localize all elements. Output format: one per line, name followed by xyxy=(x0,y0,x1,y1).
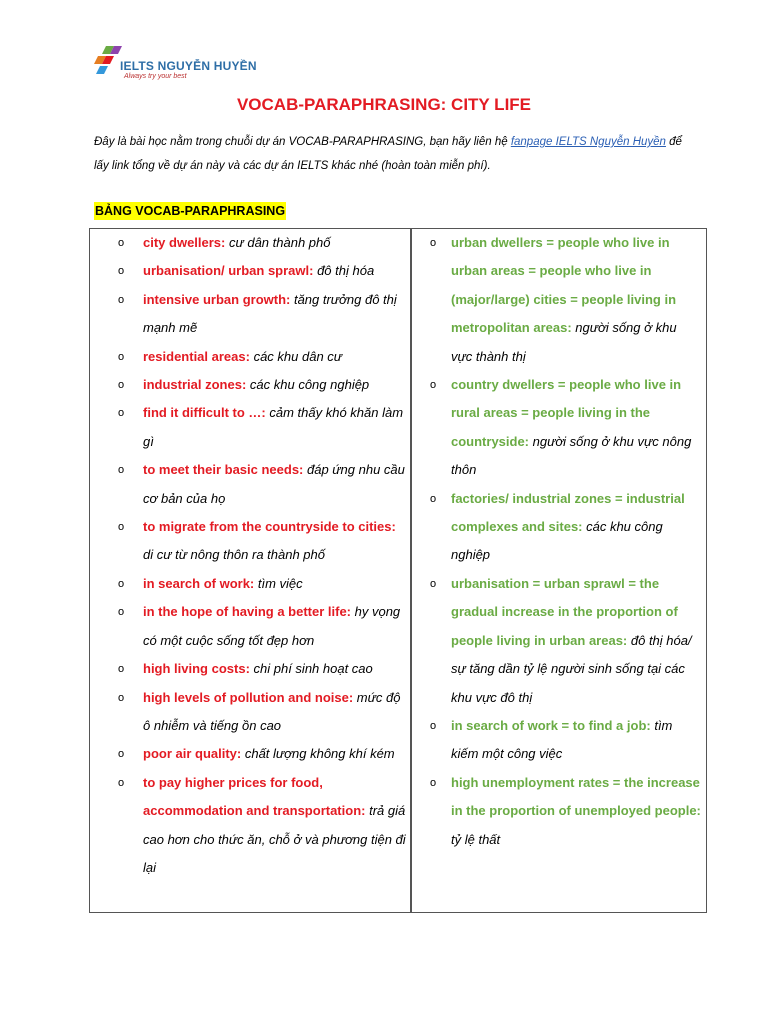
vocab-item xyxy=(90,684,410,741)
vocab-item xyxy=(413,570,707,712)
bullet-marker: o xyxy=(430,379,437,392)
vocab-meaning: đô thị hóa xyxy=(313,263,375,279)
vocab-term: in the hope of having a better life: xyxy=(143,604,352,620)
vocab-item xyxy=(90,769,410,883)
vocab-term: residential areas: xyxy=(143,348,250,364)
vocab-item xyxy=(90,513,410,570)
bullet-marker: o xyxy=(118,691,125,704)
vocab-meaning: tìm kiếm một công việc xyxy=(451,717,673,762)
vocab-table xyxy=(89,228,707,913)
vocab-term: country dwellers = people who live in rural areas = people living in the countryside: xyxy=(451,377,682,449)
bullet-marker: o xyxy=(118,521,125,534)
vocab-term: high living costs: xyxy=(143,661,250,677)
intro-paragraph xyxy=(94,130,694,178)
bullet-marker: o xyxy=(118,748,125,761)
section-heading: BẢNG VOCAB-PARAPHRASING xyxy=(95,204,286,218)
vocab-meaning: di cư từ nông thôn ra thành phố xyxy=(143,547,325,563)
intro-text-before: Đây là bài học nằm trong chuỗi dự án VOCAB-PARAPHRASING, bạn hãy liên hệ xyxy=(94,136,511,148)
vocab-term: high levels of pollution and noise: xyxy=(143,689,354,705)
column-divider xyxy=(410,229,412,912)
right-vocab-list xyxy=(413,229,707,854)
vocab-item xyxy=(90,343,410,371)
bullet-marker: o xyxy=(430,776,437,789)
vocab-item xyxy=(413,485,707,570)
vocab-term: industrial zones: xyxy=(143,377,247,393)
vocab-item xyxy=(90,740,410,768)
vocab-item xyxy=(413,712,707,769)
vocab-item xyxy=(90,570,410,598)
vocab-item xyxy=(90,598,410,655)
vocab-term: city dwellers: xyxy=(143,235,226,250)
vocab-item xyxy=(413,229,707,371)
vocab-meaning: chất lượng không khí kém xyxy=(241,746,395,762)
bullet-marker: o xyxy=(118,606,125,619)
left-column xyxy=(90,229,410,882)
vocab-term: urbanisation = urban sprawl = the gradual increase in the proportion of people living in urban areas: xyxy=(451,575,678,648)
bullet-marker: o xyxy=(118,265,125,278)
vocab-item xyxy=(90,456,410,513)
vocab-meaning: tìm việc xyxy=(254,575,303,591)
fanpage-link[interactable]: fanpage IELTS Nguyễn Huyền xyxy=(510,136,666,148)
vocab-meaning: người sống ở khu vực thành thị xyxy=(451,320,677,364)
vocab-item xyxy=(413,769,707,854)
vocab-item xyxy=(413,371,707,485)
vocab-meaning: tăng trưởng đô thị mạnh mẽ xyxy=(143,291,397,336)
vocab-meaning: chi phí sinh hoạt cao xyxy=(249,661,373,677)
bullet-marker: o xyxy=(118,577,125,590)
vocab-term: urbanisation/ urban sprawl: xyxy=(143,263,314,279)
bullet-marker: o xyxy=(430,237,437,249)
logo-brand-text: IELTS NGUYỄN HUYỀN xyxy=(120,59,257,73)
page-title: VOCAB-PARAPHRASING: CITY LIFE xyxy=(236,95,532,114)
vocab-term: to pay higher prices for food, accommodation and transportation: xyxy=(143,774,366,819)
bullet-marker: o xyxy=(118,350,125,363)
vocab-item xyxy=(90,257,410,285)
vocab-meaning: các khu công nghiệp xyxy=(451,519,663,563)
vocab-term: intensive urban growth: xyxy=(143,291,291,307)
vocab-term: high unemployment rates = the increase in the proportion of unemployed people: xyxy=(451,774,701,819)
bullet-marker: o xyxy=(118,293,125,306)
vocab-item xyxy=(90,229,410,257)
vocab-meaning: các khu công nghiệp xyxy=(246,377,370,393)
bullet-marker: o xyxy=(118,379,125,392)
brand-logo xyxy=(94,44,257,84)
right-column xyxy=(413,229,707,854)
logo-slogan: Always try your best xyxy=(124,73,187,80)
vocab-term: find it difficult to …: xyxy=(143,405,266,421)
vocab-item xyxy=(90,655,410,683)
vocab-meaning: cư dân thành phố xyxy=(225,235,331,250)
vocab-meaning: các khu dân cư xyxy=(249,348,343,364)
vocab-item xyxy=(90,371,410,399)
vocab-term: factories/ industrial zones = industrial complexes and sites: xyxy=(451,490,685,535)
vocab-term: to migrate from the countryside to cities: xyxy=(143,519,396,535)
vocab-item xyxy=(90,286,410,343)
vocab-meaning: đáp ứng nhu cầu cơ bản của họ xyxy=(143,462,405,506)
vocab-item xyxy=(90,399,410,456)
vocab-meaning: tỷ lệ thất xyxy=(451,831,501,847)
vocab-meaning: cảm thấy khó khăn làm gì xyxy=(143,405,404,449)
vocab-meaning: mức độ ô nhiễm và tiếng ồn cao xyxy=(143,689,401,733)
vocab-term: in search of work = to find a job: xyxy=(451,717,651,733)
intro-text-after: để lấy link tổng về dự án này và các dự án IELTS khác nhé (hoàn toàn miễn phí). xyxy=(94,136,682,172)
vocab-term: to meet their basic needs: xyxy=(143,462,304,478)
left-vocab-list xyxy=(90,229,410,882)
vocab-meaning: người sống ở khu vực nông thôn xyxy=(451,433,692,478)
bullet-marker: o xyxy=(430,492,437,505)
bullet-marker: o xyxy=(430,719,437,732)
vocab-meaning: trả giá cao hơn cho thức ăn, chỗ ở và phương tiện đi lại xyxy=(143,803,406,875)
vocab-term: urban dwellers = people who live in urban areas = people who live in (major/large) cities = people living in metropolitan areas: xyxy=(451,235,677,336)
bullet-marker: o xyxy=(118,237,125,249)
vocab-meaning: hy vọng có một cuộc sống tốt đẹp hơn xyxy=(143,604,401,648)
vocab-meaning: đô thị hóa/ sự tăng dần tỷ lệ người sinh sống tại các khu vực đô thị xyxy=(451,632,692,705)
vocab-term: poor air quality: xyxy=(143,746,242,762)
bullet-marker: o xyxy=(118,407,125,420)
vocab-term: in search of work: xyxy=(143,575,255,591)
bullet-marker: o xyxy=(118,663,125,676)
bullet-marker: o xyxy=(430,577,437,590)
bullet-marker: o xyxy=(118,464,125,477)
bullet-marker: o xyxy=(118,776,125,789)
